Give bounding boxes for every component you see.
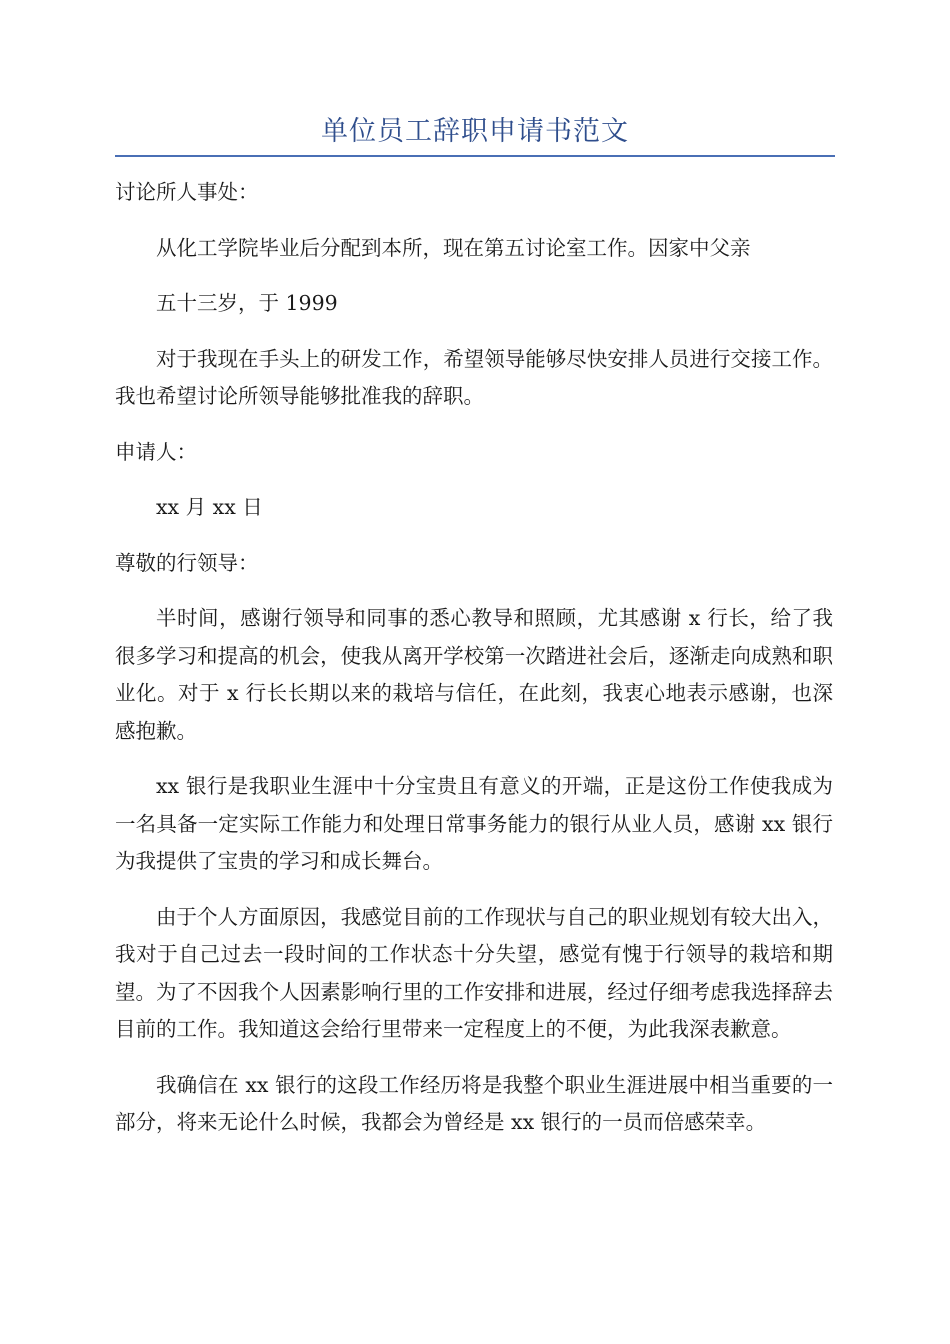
document-body xyxy=(115,174,833,1160)
document-title: 单位员工辞职申请书范文 xyxy=(321,116,629,147)
body-paragraph: 对于我现在手头上的研发工作，希望领导能够尽快安排人员进行交接工作。我也希望讨论所领导能够批准我的辞职。 xyxy=(115,346,833,408)
body-paragraph: 五十三岁，于 1999 xyxy=(156,291,338,315)
applicant-label: 申请人： xyxy=(115,439,197,464)
title-underline xyxy=(115,155,835,157)
date-line: xx 月 xx 日 xyxy=(156,495,263,519)
salutation-paragraph: 尊敬的行领导： xyxy=(115,550,259,575)
body-paragraph: 半时间，感谢行领导和同事的悉心教导和照顾，尤其感谢 x 行长，给了我很多学习和提高的机会，使我从离开学校第一次踏进社会后，逐渐走向成熟和职业化。对于 x 行长长期以来的栽培与信任，在此刻，我衷心地表示感谢，也深感抱歉。 xyxy=(115,606,833,743)
salutation-paragraph: 讨论所人事处： xyxy=(115,180,259,204)
body-paragraph: 由于个人方面原因，我感觉目前的工作现状与自己的职业规划有较大出入，我对于自己过去一段时间的工作状态十分失望，感觉有愧于行领导的栽培和期望。为了不因我个人因素影响行里的工作安排和进展，经过仔细考虑我选择辞去目前的工作。我知道这会给行里带来一定程度上的不便，为此我深表歉意。 xyxy=(115,904,833,1041)
body-paragraph: 从化工学院毕业后分配到本所，现在第五讨论室工作。因家中父亲 xyxy=(156,235,751,260)
body-paragraph: xx 银行是我职业生涯中十分宝贵且有意义的开端，正是这份工作使我成为一名具备一定实际工作能力和处理日常事务能力的银行从业人员，感谢 xx 银行为我提供了宝贵的学习和成长舞台。 xyxy=(115,774,833,873)
body-paragraph: 我确信在 xx 银行的这段工作经历将是我整个职业生涯进展中相当重要的一部分，将来无论什么时候，我都会为曾经是 xx 银行的一员而倍感荣幸。 xyxy=(115,1072,833,1134)
